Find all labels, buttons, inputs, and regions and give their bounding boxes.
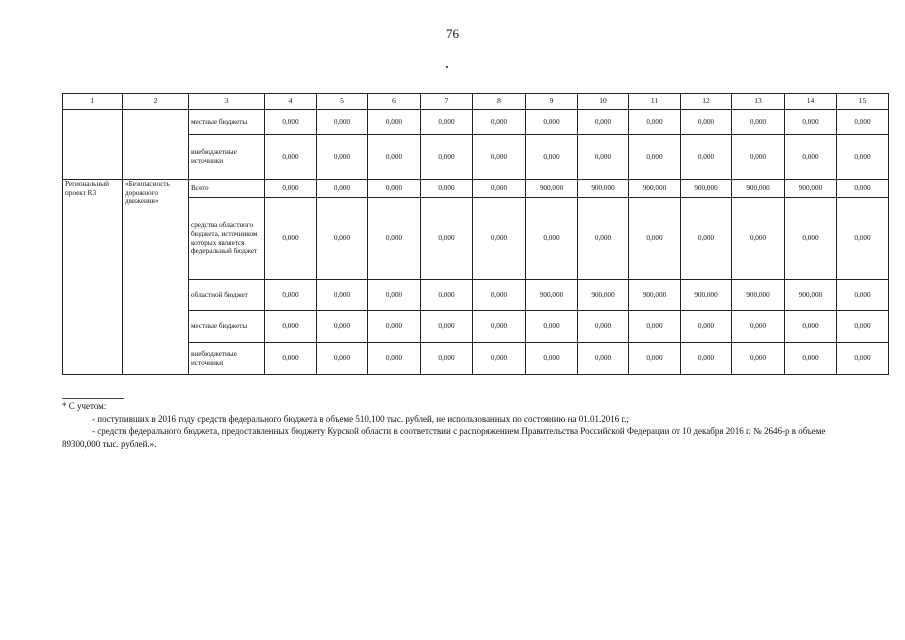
value-cell: 0,000: [732, 198, 785, 280]
value-cell: 900,000: [681, 180, 732, 198]
value-cell: 0,000: [629, 311, 681, 343]
footnote-line: - поступивших в 2016 году средств федерального бюджета в объеме 510,100 тыс. рублей, не использованных по состоянию на 01.01.2016 г.;: [92, 413, 629, 424]
value-cell: 0,000: [317, 311, 368, 343]
value-cell: 0,000: [265, 110, 317, 135]
value-cell: 900,000: [629, 180, 681, 198]
value-cell: 0,000: [785, 343, 837, 375]
value-cell: 0,000: [629, 198, 681, 280]
row-label: внебюджетные источники: [189, 135, 265, 180]
project-title: «Безопасность дорожного движения»: [123, 180, 189, 375]
value-cell: 0,000: [317, 135, 368, 180]
value-cell: 0,000: [837, 280, 889, 311]
value-cell: 0,000: [368, 343, 421, 375]
page-number: 76: [446, 26, 459, 41]
row-label: внебюджетные источники: [189, 343, 265, 375]
value-cell: 0,000: [368, 180, 421, 198]
value-cell: 0,000: [265, 135, 317, 180]
empty-cell: [63, 110, 123, 180]
value-cell: 0,000: [526, 135, 578, 180]
value-cell: 0,000: [629, 343, 681, 375]
empty-cell: [123, 110, 189, 180]
col-header: 2: [123, 94, 189, 110]
value-cell: 0,000: [265, 180, 317, 198]
value-cell: 0,000: [526, 311, 578, 343]
value-cell: 0,000: [681, 343, 732, 375]
value-cell: 0,000: [421, 311, 473, 343]
value-cell: 0,000: [837, 198, 889, 280]
value-cell: 900,000: [732, 180, 785, 198]
project-name: Региональный проект R3: [63, 180, 123, 375]
value-cell: 0,000: [473, 343, 526, 375]
value-cell: 0,000: [421, 280, 473, 311]
value-cell: 0,000: [578, 198, 629, 280]
value-cell: 0,000: [681, 110, 732, 135]
value-cell: 0,000: [421, 110, 473, 135]
value-cell: 0,000: [421, 198, 473, 280]
value-cell: 900,000: [578, 180, 629, 198]
value-cell: 0,000: [732, 343, 785, 375]
value-cell: 0,000: [578, 110, 629, 135]
value-cell: 0,000: [473, 180, 526, 198]
value-cell: 0,000: [473, 135, 526, 180]
value-cell: 0,000: [473, 110, 526, 135]
value-cell: 0,000: [578, 135, 629, 180]
budget-table: [62, 93, 889, 375]
value-cell: 0,000: [368, 198, 421, 280]
value-cell: 900,000: [732, 280, 785, 311]
col-header: 1: [63, 94, 123, 110]
value-cell: 0,000: [785, 110, 837, 135]
value-cell: 0,000: [837, 110, 889, 135]
value-cell: 0,000: [681, 135, 732, 180]
value-cell: 0,000: [317, 180, 368, 198]
value-cell: 0,000: [265, 280, 317, 311]
col-header: 11: [629, 94, 681, 110]
value-cell: 0,000: [732, 110, 785, 135]
value-cell: 0,000: [785, 311, 837, 343]
value-cell: 900,000: [578, 280, 629, 311]
value-cell: 0,000: [681, 311, 732, 343]
row-label: областной бюджет: [189, 280, 265, 311]
value-cell: 0,000: [837, 135, 889, 180]
col-header: 14: [785, 94, 837, 110]
value-cell: 0,000: [837, 180, 889, 198]
value-cell: 0,000: [421, 180, 473, 198]
value-cell: 0,000: [368, 311, 421, 343]
col-header: 13: [732, 94, 785, 110]
table-row: [63, 180, 889, 198]
value-cell: 0,000: [526, 343, 578, 375]
value-cell: 0,000: [317, 343, 368, 375]
value-cell: 0,000: [837, 343, 889, 375]
value-cell: 0,000: [265, 311, 317, 343]
value-cell: 0,000: [473, 198, 526, 280]
value-cell: 0,000: [317, 280, 368, 311]
footnote-heading: * С учетом:: [62, 401, 107, 411]
value-cell: 0,000: [837, 311, 889, 343]
value-cell: 0,000: [785, 135, 837, 180]
value-cell: 0,000: [629, 110, 681, 135]
value-cell: 0,000: [421, 343, 473, 375]
row-label: средства областного бюджета, источником которых является федеральный бюджет: [189, 198, 265, 280]
value-cell: 0,000: [368, 110, 421, 135]
scan-speck: [446, 66, 448, 68]
footnote: [62, 400, 842, 450]
value-cell: 900,000: [681, 280, 732, 311]
col-header: 10: [578, 94, 629, 110]
value-cell: 900,000: [785, 180, 837, 198]
value-cell: 0,000: [368, 135, 421, 180]
col-header: 6: [368, 94, 421, 110]
value-cell: 0,000: [317, 110, 368, 135]
col-header: 15: [837, 94, 889, 110]
value-cell: 0,000: [265, 343, 317, 375]
value-cell: 0,000: [368, 280, 421, 311]
value-cell: 0,000: [732, 135, 785, 180]
row-label: местные бюджеты: [189, 110, 265, 135]
footnote-divider: [62, 398, 124, 399]
col-header: 5: [317, 94, 368, 110]
value-cell: 0,000: [265, 198, 317, 280]
footnote-line: - средств федерального бюджета, предоставленных бюджету Курской области в соответствии с распоряжением Правительства Российской Федерации от 10 декабря 2016 г. № 2646-р в объеме 89300,000 тыс. рублей.».: [62, 426, 826, 449]
col-header: 3: [189, 94, 265, 110]
value-cell: 0,000: [578, 343, 629, 375]
value-cell: 0,000: [785, 198, 837, 280]
value-cell: 0,000: [681, 198, 732, 280]
value-cell: 0,000: [526, 110, 578, 135]
table-row: [63, 110, 889, 135]
value-cell: 0,000: [421, 135, 473, 180]
value-cell: 0,000: [526, 198, 578, 280]
value-cell: 0,000: [317, 198, 368, 280]
col-header: 7: [421, 94, 473, 110]
row-label: местные бюджеты: [189, 311, 265, 343]
value-cell: 0,000: [578, 311, 629, 343]
header-row: [63, 94, 889, 110]
value-cell: 0,000: [629, 135, 681, 180]
col-header: 9: [526, 94, 578, 110]
value-cell: 0,000: [732, 311, 785, 343]
value-cell: 0,000: [473, 311, 526, 343]
value-cell: 900,000: [629, 280, 681, 311]
col-header: 12: [681, 94, 732, 110]
col-header: 4: [265, 94, 317, 110]
value-cell: 900,000: [526, 280, 578, 311]
value-cell: 900,000: [526, 180, 578, 198]
row-label: Всего: [189, 180, 265, 198]
value-cell: 900,000: [785, 280, 837, 311]
value-cell: 0,000: [473, 280, 526, 311]
col-header: 8: [473, 94, 526, 110]
